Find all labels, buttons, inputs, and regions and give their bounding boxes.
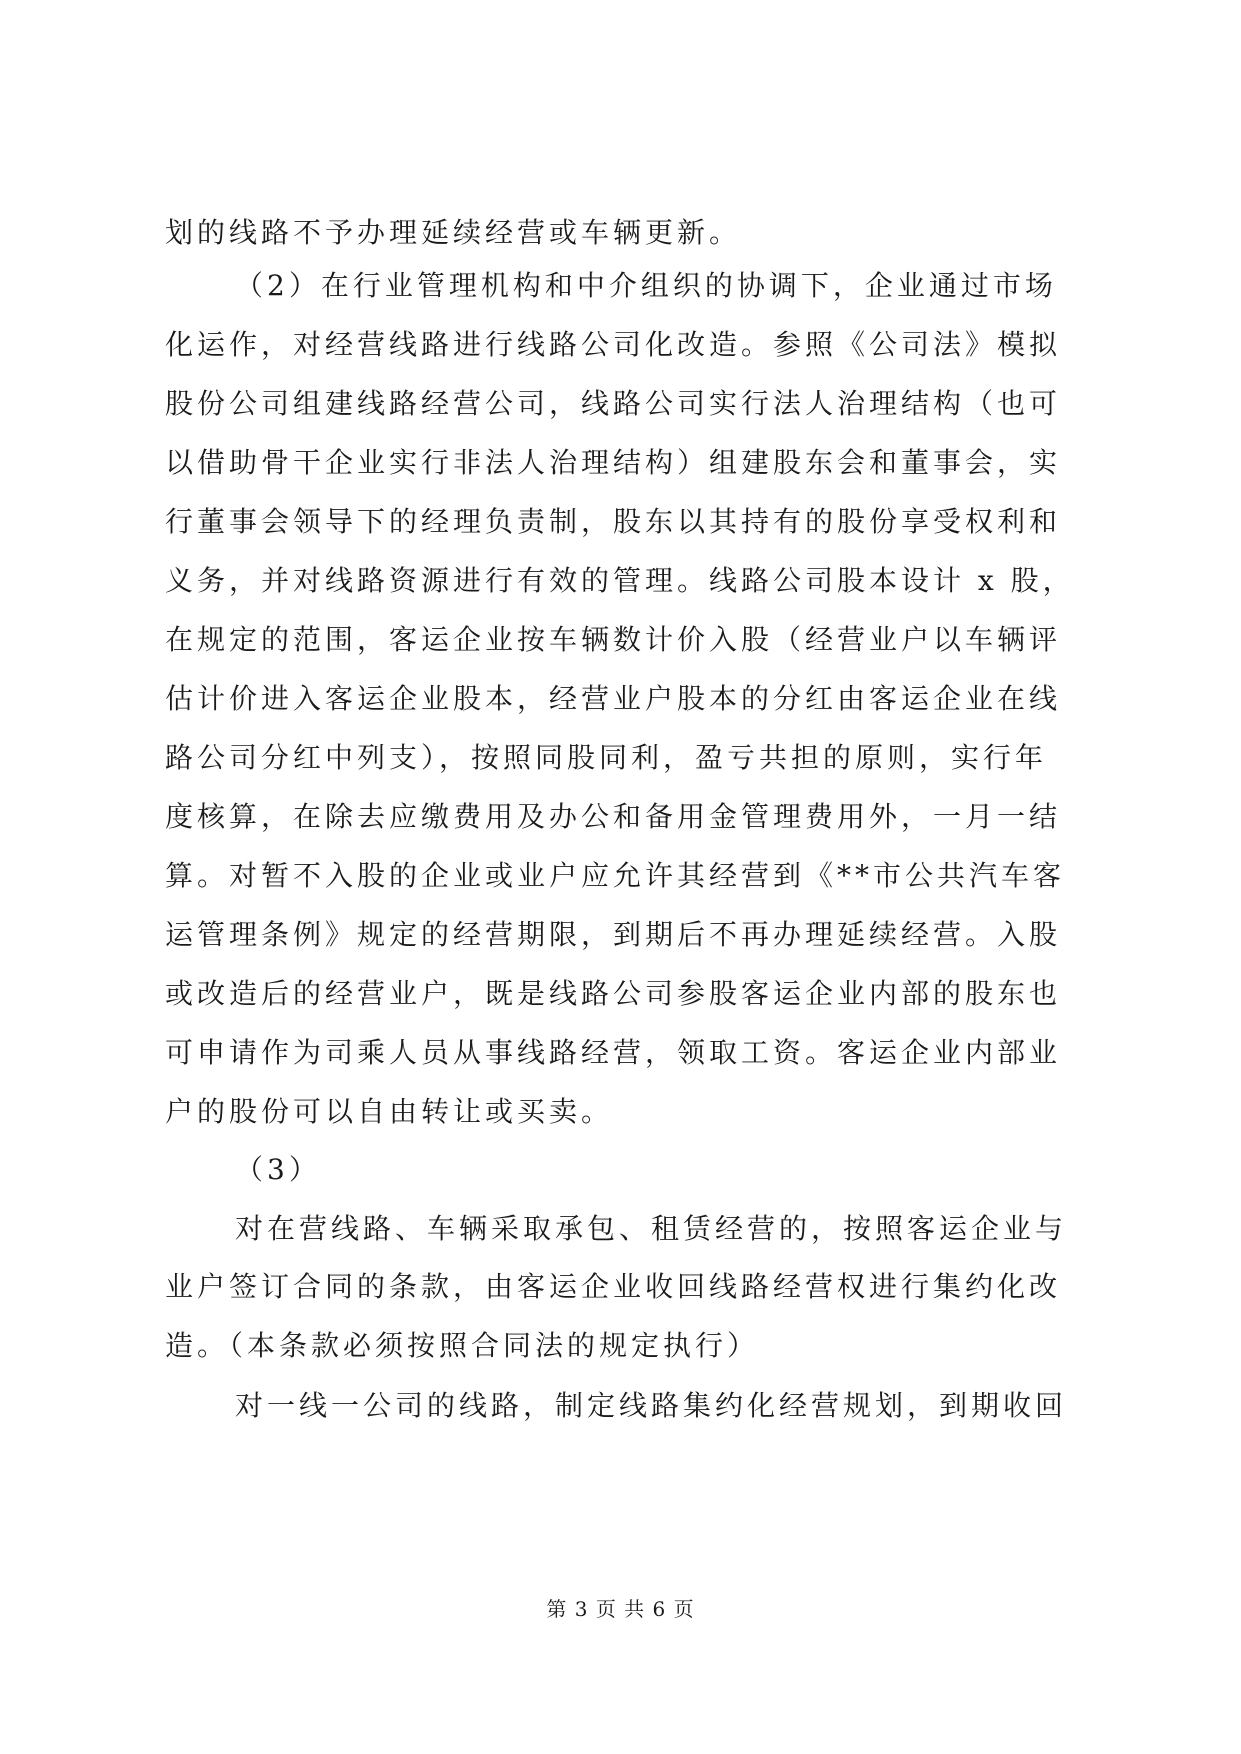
text-line: 行董事会领导下的经理负责制，股东以其持有的股份享受权利和	[165, 505, 1062, 538]
text-line: 划的线路不予办理延续经营或车辆更新。	[165, 216, 742, 249]
text-line: 或改造后的经营业户，既是线路公司参股客运企业内部的股东也	[165, 977, 1062, 1010]
text-line: 路公司分红中列支），按照同股同利，盈亏共担的原则，实行年	[165, 741, 1048, 774]
text-line: 估计价进入客运企业股本，经营业户股本的分红由客运企业在线	[165, 682, 1062, 715]
text-line: 化运作，对经营线路进行线路公司化改造。参照《公司法》模拟	[165, 328, 1062, 361]
text-line: 运管理条例》规定的经营期限，到期后不再办理延续经营。入股	[165, 918, 1062, 951]
text-line: 对一线一公司的线路，制定线路集约化经营规划，到期收回	[235, 1389, 1068, 1422]
text-line: 对在营线路、车辆采取承包、租赁经营的，按照客运企业与	[235, 1212, 1068, 1245]
text-line: 算。对暂不入股的企业或业户应允许其经营到《**市公共汽车客	[165, 859, 1066, 892]
text-line: 度核算，在除去应缴费用及办公和备用金管理费用外，一月一结	[165, 800, 1062, 833]
text-line: 户的股份可以自由转让或买卖。	[165, 1095, 614, 1128]
text-line: 造。（本条款必须按照合同法的规定执行）	[165, 1329, 760, 1362]
text-line: 业户签订合同的条款，由客运企业收回线路经营权进行集约化改	[165, 1270, 1062, 1303]
text-line: （3）	[235, 1153, 321, 1186]
text-line: 股份公司组建线路经营公司，线路公司实行法人治理结构（也可	[165, 387, 1062, 420]
text-line: （2）在行业管理机构和中介组织的协调下，企业通过市场	[235, 269, 1057, 302]
text-line: 义务，并对线路资源进行有效的管理。线路公司股本设计 x 股，	[165, 564, 1075, 597]
text-line: 以借助骨干企业实行非法人治理结构）组建股东会和董事会，实	[165, 446, 1062, 479]
text-line: 在规定的范围，客运企业按车辆数计价入股（经营业户以车辆评	[165, 623, 1062, 656]
text-line: 可申请作为司乘人员从事线路经营，领取工资。客运企业内部业	[165, 1036, 1062, 1069]
page-footer: 第 3 页 共 6 页	[546, 1597, 695, 1621]
